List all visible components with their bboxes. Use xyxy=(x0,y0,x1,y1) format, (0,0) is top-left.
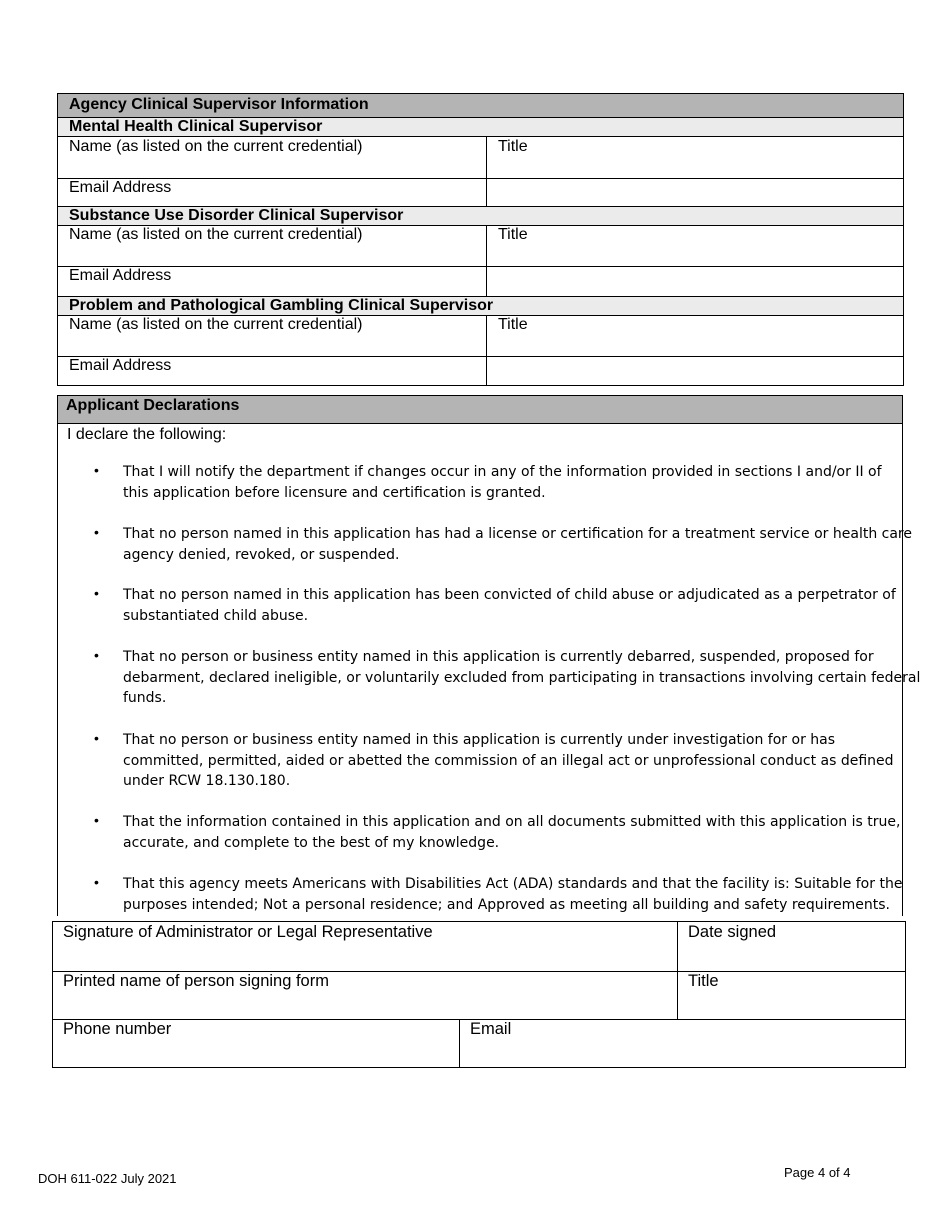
ppg-title-field[interactable]: Title xyxy=(486,316,903,356)
sud-email-field[interactable]: Email Address xyxy=(58,266,486,297)
signature-field[interactable]: Signature of Administrator or Legal Representative xyxy=(63,923,433,941)
mh-email-field[interactable]: Email Address xyxy=(58,178,486,207)
bullet-icon: • xyxy=(94,647,99,663)
ppg-email-value-field[interactable] xyxy=(486,356,903,385)
signer-title-field[interactable]: Title xyxy=(677,971,905,1019)
sud-email-value-field[interactable] xyxy=(486,266,903,297)
declaration-item: • That this agency meets Americans with Disabilities Act (ADA) standards and that the facility is: Suitable for the purposes intended; Not a personal residence; and Approved as meeting all building and safety requirements. xyxy=(94,874,903,913)
declarations-box xyxy=(57,395,921,916)
mh-name-field[interactable]: Name (as listed on the current credential) xyxy=(69,138,363,155)
mental-health-supervisor-heading: Mental Health Clinical Supervisor xyxy=(58,118,903,137)
declaration-item: • That no person named in this application has been convicted of child abuse or adjudicated as a perpetrator of substantiated child abuse. xyxy=(94,585,896,624)
declaration-item: • That the information contained in this application and on all documents submitted with this application is true, accurate, and complete to the best of my knowledge. xyxy=(94,812,901,851)
declaration-item: • That no person or business entity named in this application is currently under investigation for or has committed, permitted, aided or abetted the commission of an illegal act or unprofessional conduct as defined under RCW 18.130.180. xyxy=(94,730,894,789)
substance-use-supervisor-heading: Substance Use Disorder Clinical Supervisor xyxy=(58,207,903,226)
ppg-name-field[interactable]: Name (as listed on the current credential) xyxy=(69,316,363,333)
bullet-icon: • xyxy=(94,730,99,746)
supervisor-table xyxy=(57,93,904,386)
declarations-intro: I declare the following: xyxy=(67,426,227,443)
bullet-icon: • xyxy=(94,524,99,540)
declaration-item: • That no person or business entity named in this application is currently debarred, suspended, proposed for debarment, declared ineligible, or voluntarily excluded from participating in transactions involving certain federal funds. xyxy=(94,647,921,706)
printed-name-field[interactable]: Printed name of person signing form xyxy=(53,971,677,1019)
form-id: DOH 611-022 July 2021 xyxy=(38,1171,177,1186)
mh-title-field[interactable]: Title xyxy=(486,137,903,178)
bullet-icon: • xyxy=(94,462,99,478)
declaration-item: • That I will notify the department if changes occur in any of the information provided in sections I and/or II of this application before licensure and certification is granted. xyxy=(94,462,882,501)
sud-title-field[interactable]: Title xyxy=(486,226,903,266)
declarations-title: Applicant Declarations xyxy=(58,396,902,424)
ppg-email-field[interactable]: Email Address xyxy=(58,356,486,385)
bullet-icon: • xyxy=(94,874,99,890)
date-signed-field[interactable]: Date signed xyxy=(677,922,905,971)
signature-table xyxy=(52,921,906,1068)
gambling-supervisor-heading: Problem and Pathological Gambling Clinical Supervisor xyxy=(58,297,903,316)
sud-name-field[interactable]: Name (as listed on the current credential) xyxy=(69,226,363,243)
page-number: Page 4 of 4 xyxy=(784,1165,851,1180)
phone-number-field[interactable]: Phone number xyxy=(53,1019,459,1067)
mh-email-value-field[interactable] xyxy=(486,178,903,207)
declaration-item: • That no person named in this application has had a license or certification for a treatment service or health care agency denied, revoked, or suspended. xyxy=(94,524,912,563)
bullet-icon: • xyxy=(94,585,99,601)
signer-email-field[interactable]: Email xyxy=(459,1019,905,1067)
supervisor-section-title: Agency Clinical Supervisor Information xyxy=(58,94,903,118)
bullet-icon: • xyxy=(94,812,99,828)
